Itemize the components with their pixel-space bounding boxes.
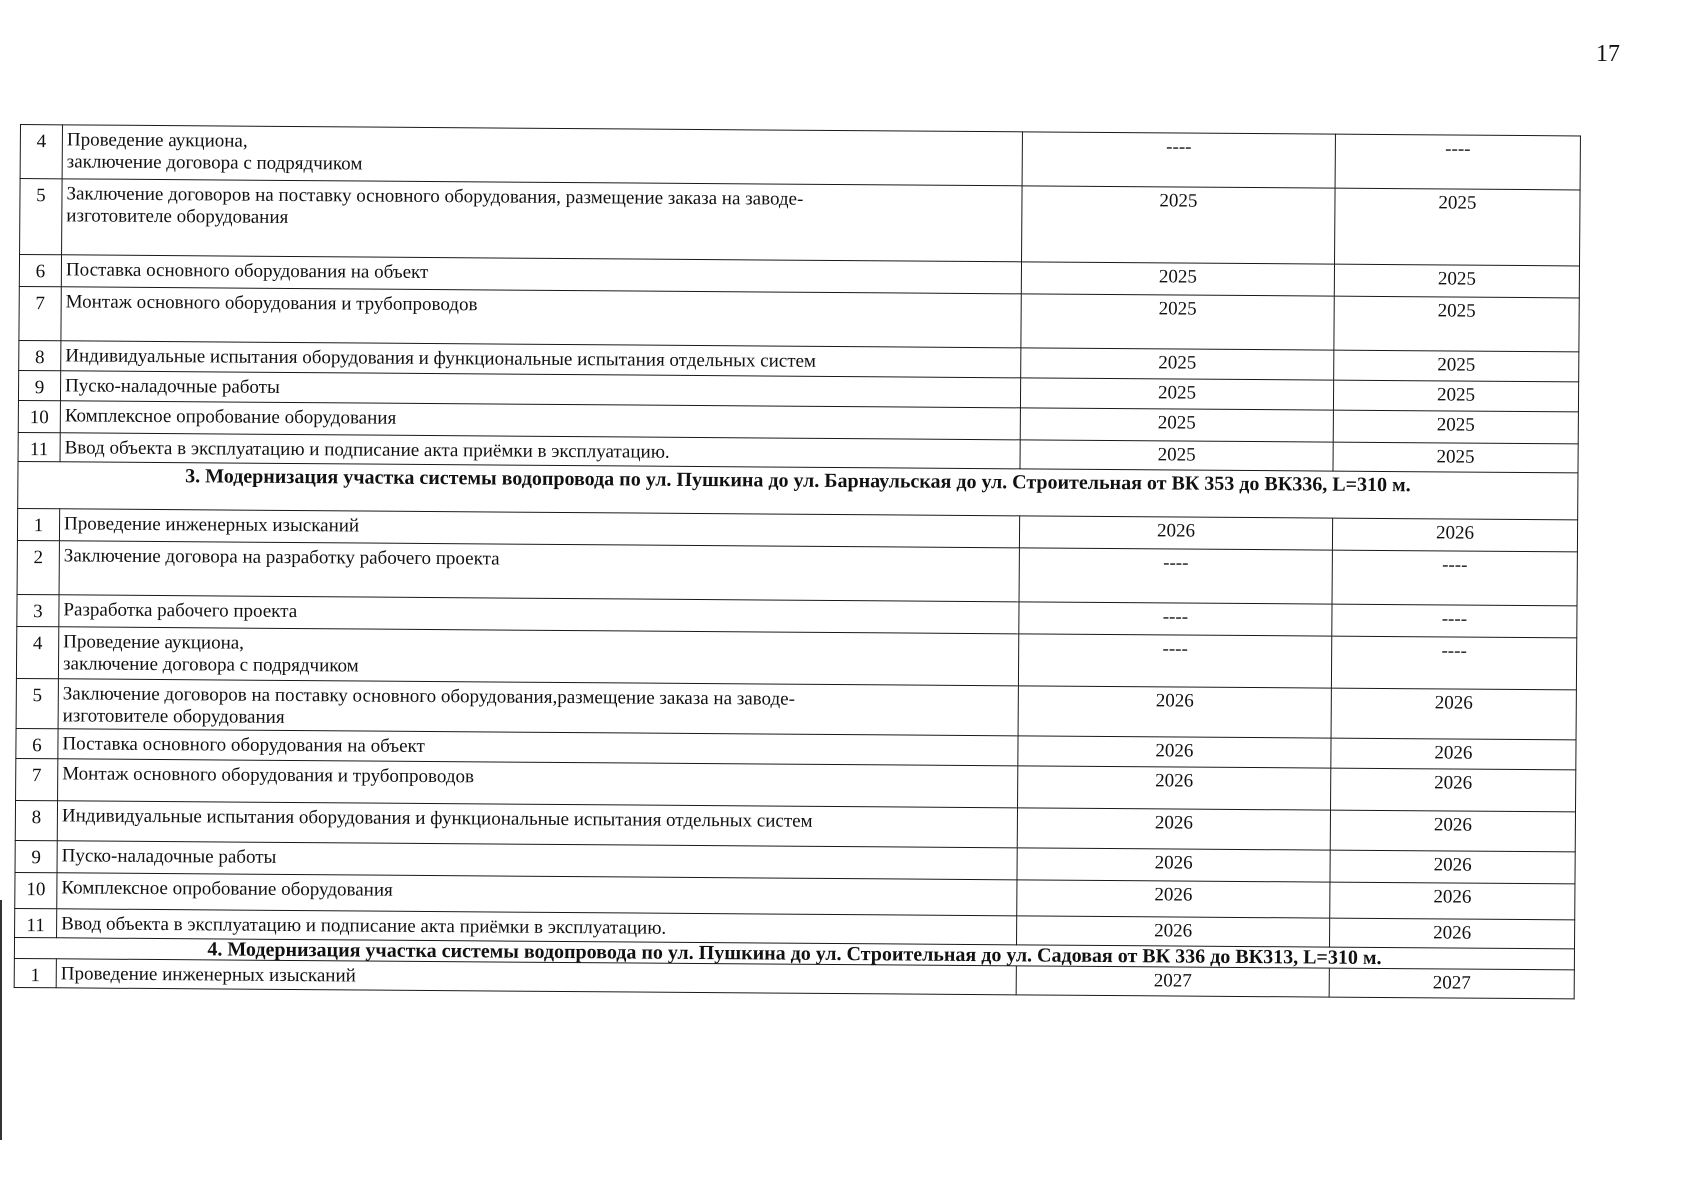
row-number: 1 (17, 508, 59, 540)
description-line: Комплексное опробование оборудования (64, 405, 397, 429)
stage-description (58, 759, 1018, 808)
year-start-cell: 2026 (1017, 916, 1330, 947)
description-line: Ввод объекта в эксплуатацию и подписание акта приёмки в эксплуатацию. (61, 913, 667, 939)
table-row (20, 179, 1581, 266)
year-start-cell: 2026 (1017, 880, 1330, 918)
description-line: Поставка основного оборудования на объект (62, 733, 425, 757)
year-end-cell: 2027 (1329, 968, 1574, 999)
year-end-cell: ---- (1331, 636, 1576, 690)
year-start-cell: 2026 (1018, 686, 1331, 738)
year-start-cell: 2025 (1022, 186, 1336, 264)
year-start-cell: 2026 (1017, 808, 1330, 850)
row-number: 4 (16, 626, 58, 678)
year-end-cell: 2026 (1330, 918, 1575, 949)
year-end-cell: 2025 (1334, 264, 1579, 298)
year-start-cell: ---- (1018, 634, 1331, 688)
row-number: 9 (18, 370, 60, 400)
year-end-cell: 2025 (1333, 442, 1578, 473)
description-line: Заключение договора на разработку рабочего проекта (63, 545, 500, 570)
year-start-cell: 2026 (1018, 736, 1331, 768)
description-line: Проведение аукциона, (66, 129, 248, 152)
year-start-cell: 2025 (1021, 262, 1334, 296)
year-start-cell: 2026 (1017, 848, 1330, 882)
year-end-cell: 2025 (1333, 380, 1578, 412)
row-number: 5 (20, 179, 63, 255)
row-number: 6 (16, 728, 58, 758)
description-line: Монтаж основного оборудования и трубопроводов (62, 763, 475, 788)
stage-description (61, 287, 1021, 348)
year-start-cell: 2025 (1021, 348, 1334, 380)
description-line: Индивидуальные испытания оборудования и функциональные испытания отдельных систем (65, 345, 817, 372)
year-end-cell: ---- (1335, 134, 1580, 190)
section-4-title: 4. Модернизация участка системы водопровода по ул. Пушкина до ул. Строительная до ул. Садовая от ВК 336 до ВК313, L=310 м. (14, 937, 1574, 969)
table-body-section-3 (15, 508, 1578, 948)
year-start-cell: 2025 (1020, 408, 1333, 442)
description-line: Заключение договоров на поставку основного оборудования,размещение заказа на заводе- (62, 683, 796, 710)
row-number: 3 (17, 594, 59, 626)
year-start-cell: 2026 (1019, 516, 1332, 550)
description-line: Монтаж основного оборудования и трубопроводов (65, 291, 478, 316)
year-end-cell: 2026 (1330, 850, 1575, 884)
year-start-cell: 2025 (1020, 378, 1333, 410)
year-end-cell: 2025 (1334, 296, 1579, 352)
stage-description (57, 801, 1017, 848)
description-line: Ввод объекта в эксплуатацию и подписание акта приёмки в эксплуатацию. (64, 437, 670, 463)
description-line: Проведение инженерных изысканий (60, 963, 356, 987)
year-end-cell: 2026 (1331, 768, 1576, 812)
row-number: 7 (19, 286, 61, 340)
year-end-cell: 2026 (1331, 688, 1576, 740)
schedule-table (14, 124, 1581, 999)
year-start-cell: ---- (1019, 602, 1332, 636)
stage-description (62, 179, 1023, 262)
year-start-cell: 2026 (1018, 766, 1331, 810)
description-line: Поставка основного оборудования на объект (65, 259, 429, 283)
row-number: 7 (16, 758, 58, 800)
year-start-cell: ---- (1022, 132, 1335, 188)
description-line: изготовителе оборудования (66, 205, 289, 228)
description-line: Заключение договоров на поставку основного оборудования, размещение заказа на заводе- (66, 183, 804, 210)
description-line: заключение договора с подрядчиком (66, 151, 363, 175)
description-line: заключение договора с подрядчиком (62, 653, 359, 677)
description-line: изготовителе оборудования (62, 705, 285, 728)
year-start-cell: 2025 (1020, 440, 1333, 471)
description-line: Комплексное опробование оборудования (61, 877, 393, 901)
row-number: 11 (18, 432, 60, 461)
page-number: 17 (1596, 41, 1620, 67)
row-number: 6 (19, 255, 61, 287)
table-body-section-2 (18, 125, 1580, 473)
year-end-cell: ---- (1332, 550, 1577, 606)
year-start-cell: 2027 (1016, 966, 1329, 997)
description-line: Разработка рабочего проекта (63, 599, 298, 623)
year-start-cell: 2025 (1021, 294, 1334, 350)
description-line: Проведение аукциона, (63, 631, 245, 654)
row-number: 5 (16, 678, 58, 728)
year-end-cell: ---- (1332, 604, 1577, 638)
year-end-cell: 2026 (1330, 810, 1575, 852)
page-edge-line (0, 900, 2, 1140)
description-line: Пуско-наладочные работы (61, 845, 277, 868)
stage-description (62, 125, 1022, 186)
row-number: 8 (15, 800, 57, 840)
row-number: 10 (15, 872, 57, 908)
year-end-cell: 2025 (1334, 350, 1579, 382)
stage-description (59, 541, 1019, 602)
year-end-cell: 2026 (1331, 738, 1576, 770)
year-end-cell: 2026 (1330, 882, 1575, 920)
stage-description (58, 627, 1018, 686)
row-number: 8 (19, 340, 61, 370)
row-number: 2 (17, 540, 59, 594)
row-number: 9 (15, 840, 57, 872)
row-number: 11 (15, 908, 57, 937)
description-line: Индивидуальные испытания оборудования и функциональные испытания отдельных систем (61, 805, 813, 832)
description-line: Пуско-наладочные работы (65, 375, 280, 398)
year-end-cell: 2026 (1332, 518, 1577, 552)
section-3-title: 3. Модернизация участка системы водопровода по ул. Пушкина до ул. Барнаульская до ул. Строительная от ВК 353 до ВК336, L=310 м. (18, 461, 1578, 519)
stage-description (58, 679, 1018, 736)
year-end-cell: 2025 (1335, 188, 1581, 266)
year-end-cell: 2025 (1333, 410, 1578, 444)
row-number: 4 (20, 125, 62, 179)
row-number: 1 (14, 958, 56, 987)
year-start-cell: ---- (1019, 548, 1332, 604)
description-line: Проведение инженерных изысканий (63, 513, 360, 537)
row-number: 10 (18, 400, 60, 432)
